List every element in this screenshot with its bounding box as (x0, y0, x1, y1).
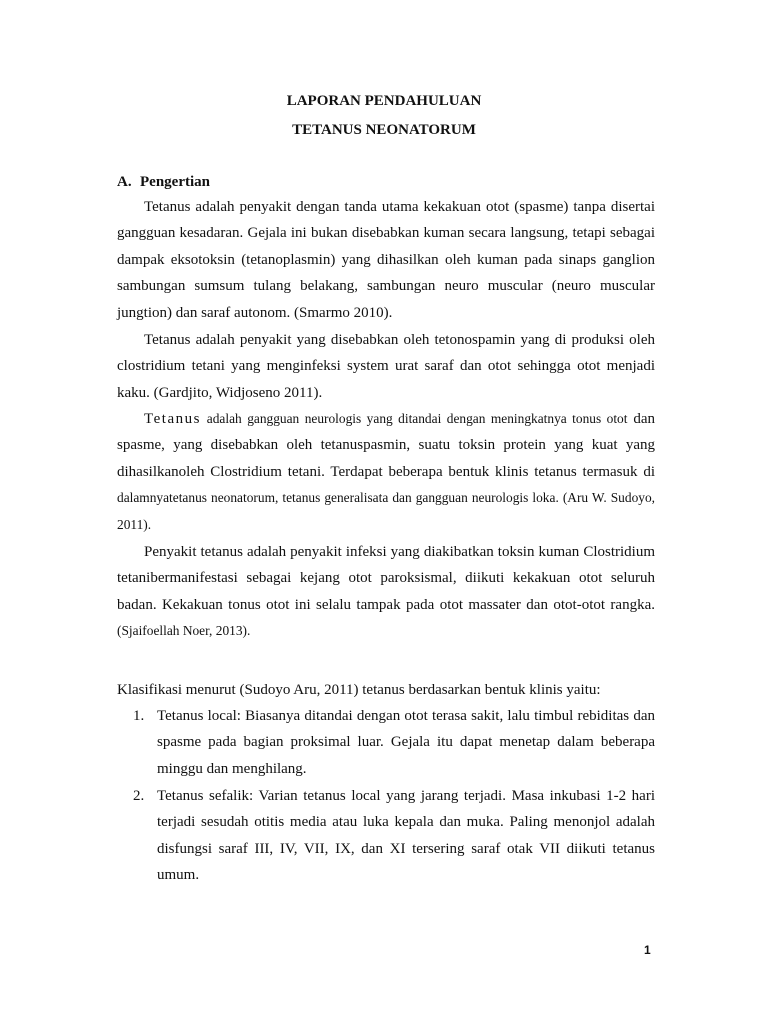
paragraph-3 (117, 406, 655, 538)
document-title-line-1: LAPORAN PENDAHULUAN (286, 93, 482, 109)
classification-intro: Klasifikasi menurut (Sudoyo Aru, 2011) tetanus berdasarkan bentuk klinis yaitu: (117, 682, 601, 698)
page-number: 1 (644, 943, 651, 957)
list-item-number: 1. (133, 708, 145, 724)
paragraph-2-text: Tetanus adalah penyakit yang disebabkan oleh tetonospamin yang di produksi oleh clostridium tetani yang menginfeksi system urat saraf dan otot sehingga otot menjadi kaku. (Gardjito, Widjoseno 2011). (117, 332, 655, 401)
paragraph-3-part-a: adalah gangguan neurologis yang ditandai dengan meningkatnya tonus otot (206, 411, 628, 426)
classification-list-item-2 (133, 783, 655, 889)
paragraph-4-citation: (Sjaifoellah Noer, 2013). (117, 623, 251, 639)
paragraph-3-part-c: dalamnyatetanus neonatorum, tetanus generalisata dan gangguan neurologis loka. (Aru W. Sudoyo, 2011). (117, 490, 655, 532)
paragraph-1 (117, 194, 655, 326)
paragraph-3-text (117, 406, 655, 538)
document-title-line-2: TETANUS NEONATORUM (292, 122, 476, 138)
paragraph-3-part-b: dan spasme, yang disebabkan oleh tetanuspasmin, suatu toksin protein yang kuat yang dihasilkanoleh Clostridium tetani. Terdapat beberapa bentuk klinis tetanus termasuk di (117, 411, 656, 480)
paragraph-3-lead-word: Tetanus (144, 411, 201, 427)
paragraph-1-text: Tetanus adalah penyakit dengan tanda utama kekakuan otot (spasme) tanpa disertai gangguan kesadaran. Gejala ini bukan disebabkan kuman secara langsung, tetapi sebagai dampak eksotoksin (tetanoplasmin) yang dihasilkan oleh kuman pada sinaps ganglion sambungan sumsum tulang belakang, sambungan neuro muscular (neuro muscular jungtion) dan saraf autonom. (Smarmo 2010). (117, 199, 655, 321)
section-letter: A. (117, 174, 132, 190)
paragraph-4 (117, 539, 655, 645)
list-item-number: 2. (133, 788, 145, 804)
paragraph-4-part-a: Penyakit tetanus adalah penyakit infeksi yang diakibatkan toksin kuman Clostridium tetanibermanifestasi sebagai kejang otot paroksismal, diikuti kekakuan otot seluruh badan. Kekakuan tonus otot ini selalu tampak pada otot massater dan otot-otot rangka. (117, 544, 655, 613)
paragraph-4-text (117, 539, 655, 645)
paragraph-2 (117, 327, 655, 406)
list-item-text: Tetanus sefalik: Varian tetanus local yang jarang terjadi. Masa inkubasi 1-2 hari terjadi sesudah otitis media atau luka kepala dan muka. Paling menonjol adalah disfungsi saraf III, IV, VII, IX, dan XI tersering saraf otak VII diikuti tetanus umum. (157, 788, 655, 884)
list-item-text: Tetanus local: Biasanya ditandai dengan otot terasa sakit, lalu timbul rebiditas dan spasme pada bagian proksimal luar. Gejala itu dapat menetap dalam beberapa minggu dan menghilang. (157, 708, 655, 777)
list-item (133, 703, 655, 782)
section-title: Pengertian (140, 174, 210, 190)
list-item (133, 783, 655, 889)
classification-list-item-1 (133, 703, 655, 782)
section-heading (117, 174, 210, 191)
